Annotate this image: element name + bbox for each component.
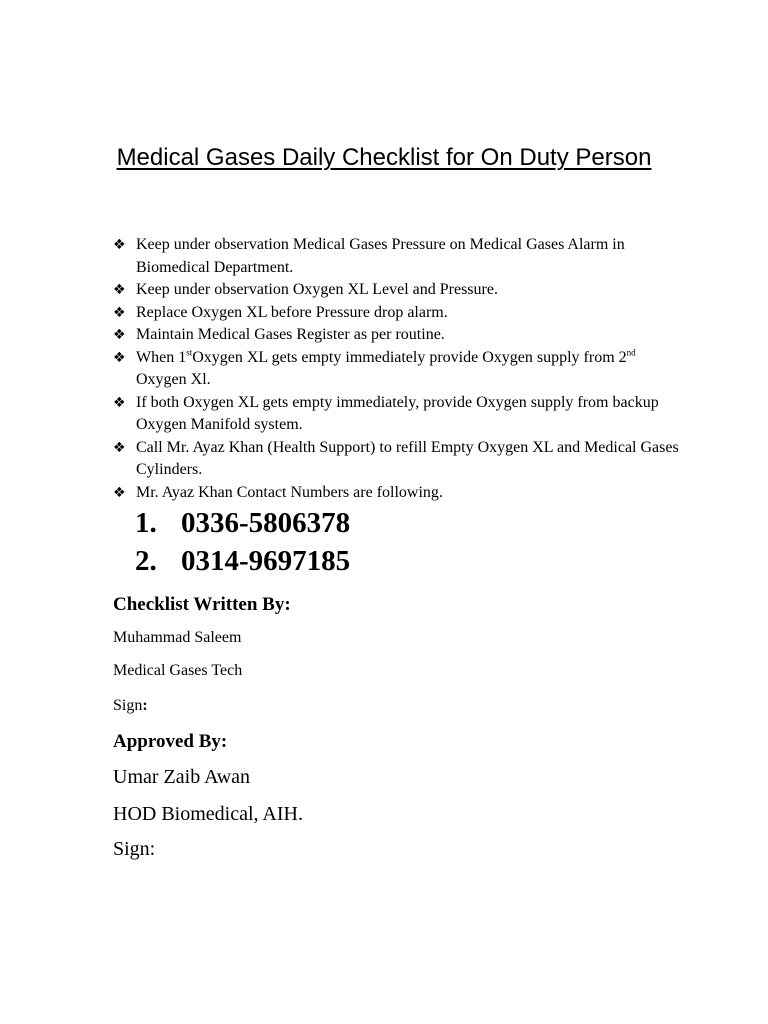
checklist-item — [113, 302, 683, 325]
checklist-item — [113, 347, 683, 392]
list-index: 1. — [135, 507, 157, 539]
text-part: Oxygen XL gets empty immediately provide Oxygen supply from 2 — [192, 348, 627, 366]
checklist-item — [113, 392, 683, 437]
written-by-name: Muhammad Saleem — [113, 629, 242, 646]
approved-by-designation: HOD Biomedical, AIH. — [113, 803, 303, 825]
text-part: Oxygen Xl. — [136, 371, 211, 388]
ordinal-suffix: st — [186, 347, 193, 358]
diamond-bullet-icon: ❖ — [113, 327, 126, 343]
diamond-bullet-icon: ❖ — [113, 304, 126, 321]
checklist-item-text: Keep under observation Medical Gases Pressure on Medical Gases Alarm in Biomedical Department. — [136, 236, 625, 276]
checklist-item — [113, 234, 683, 279]
approved-by-heading: Approved By: — [113, 731, 228, 752]
ordinal-suffix: nd — [626, 347, 636, 358]
contact-numbers-list — [135, 504, 350, 580]
sign-colon: : — [142, 697, 148, 714]
written-by-sign — [113, 695, 148, 717]
text-part: When 1 — [136, 348, 187, 366]
diamond-bullet-icon: ❖ — [113, 439, 126, 456]
checklist-item-text: If both Oxygen XL gets empty immediately, provide Oxygen supply from backup Oxygen Manifold system. — [136, 393, 659, 433]
phone-number: 0314-9697185 — [181, 545, 351, 577]
checklist-item-text: Maintain Medical Gases Register as per routine. — [136, 326, 445, 343]
phone-number: 0336-5806378 — [181, 507, 351, 539]
checklist-item-text: Mr. Ayaz Khan Contact Numbers are following. — [136, 483, 443, 501]
approved-by-sign: Sign: — [113, 838, 156, 860]
document-title: Medical Gases Daily Checklist for On Duty Person — [116, 144, 652, 171]
diamond-bullet-icon: ❖ — [113, 237, 126, 253]
written-by-heading: Checklist Written By: — [113, 594, 291, 615]
checklist-item — [113, 279, 683, 302]
diamond-bullet-icon: ❖ — [113, 349, 126, 366]
checklist-item-text: Keep under observation Oxygen XL Level and Pressure. — [136, 281, 498, 298]
checklist-item-text: Replace Oxygen XL before Pressure drop alarm. — [136, 303, 448, 321]
checklist-item — [113, 437, 683, 482]
written-by-designation: Medical Gases Tech — [113, 662, 243, 679]
contact-number-item — [135, 504, 350, 542]
checklist — [113, 234, 683, 504]
list-index: 2. — [135, 545, 157, 577]
diamond-bullet-icon: ❖ — [113, 394, 126, 411]
checklist-item-text: Call Mr. Ayaz Khan (Health Support) to refill Empty Oxygen XL and Medical Gases Cylinders. — [136, 438, 679, 478]
diamond-bullet-icon: ❖ — [113, 282, 126, 298]
sign-label: Sign — [113, 697, 143, 714]
approved-by-name: Umar Zaib Awan — [113, 766, 251, 788]
contact-number-item — [135, 542, 350, 580]
checklist-item — [113, 324, 683, 347]
diamond-bullet-icon: ❖ — [113, 484, 126, 501]
checklist-item-text — [136, 349, 636, 389]
checklist-item — [113, 482, 683, 505]
